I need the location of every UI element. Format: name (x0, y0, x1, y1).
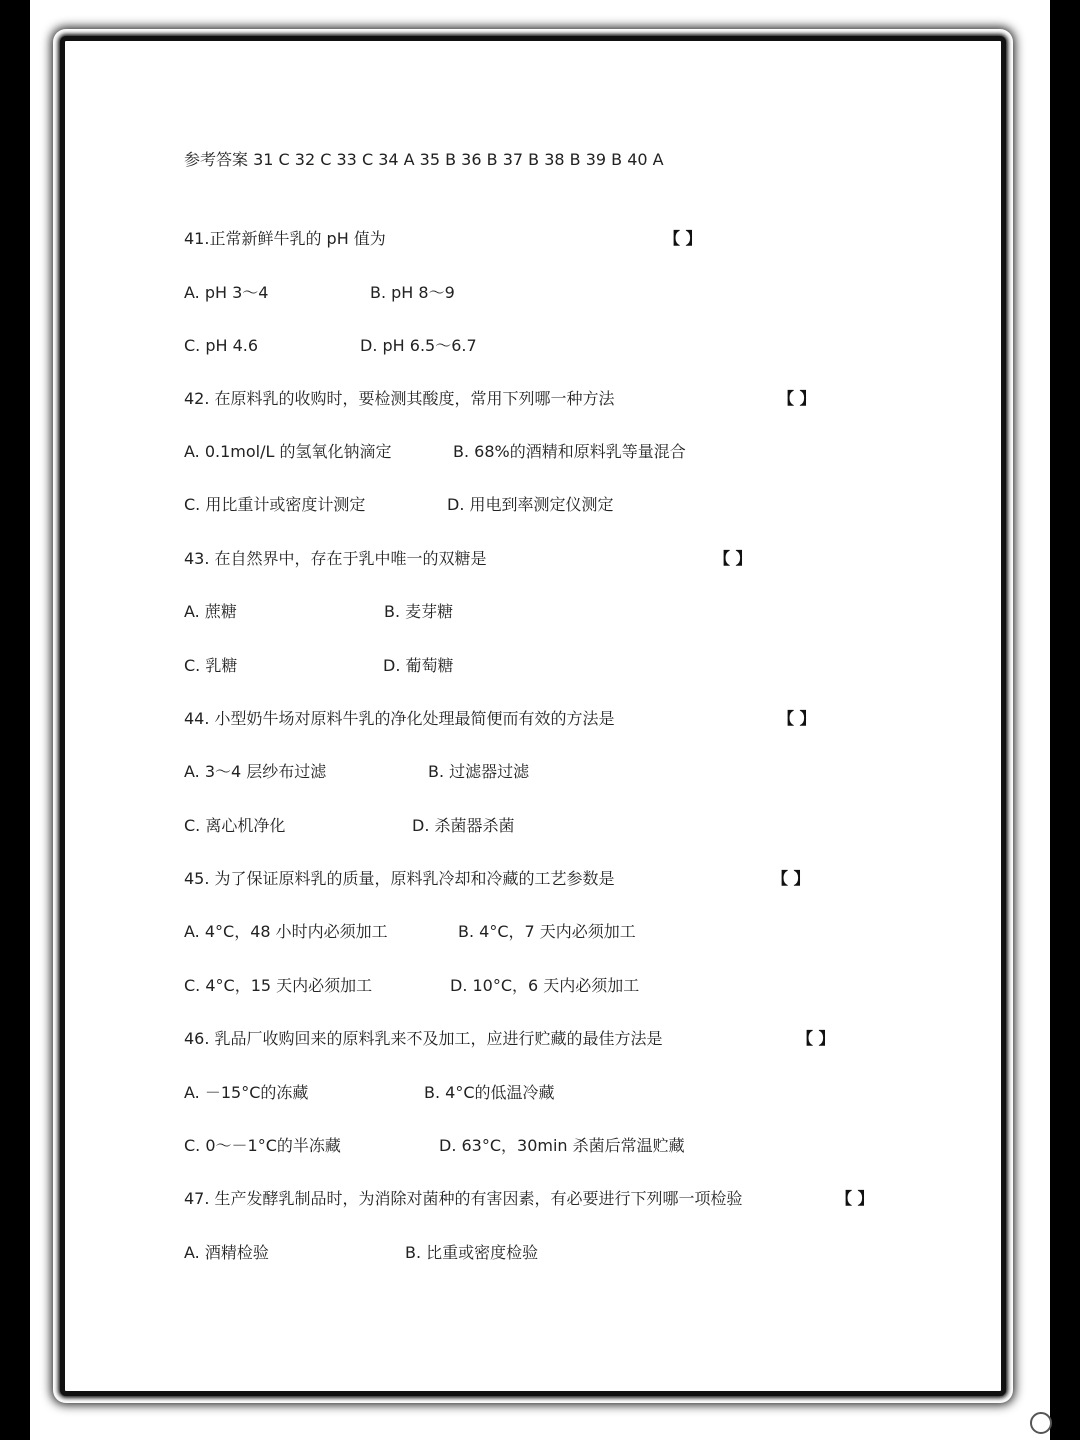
question-46-option-c: C. 0～－1°C的半冻藏 (184, 1136, 341, 1155)
question-42-option-b: B. 68%的酒精和原料乳等量混合 (453, 442, 686, 461)
question-41-answer-bracket: 【 】 (664, 229, 702, 248)
question-43-answer-bracket: 【 】 (714, 549, 752, 568)
watermark-icon (1030, 1412, 1052, 1434)
question-47-option-a: A. 酒精检验 (184, 1243, 269, 1262)
question-41-option-c: C. pH 4.6 (184, 336, 259, 355)
question-41-option-a: A. pH 3～4 (184, 283, 269, 302)
question-46-stem: 46. 乳品厂收购回来的原料乳来不及加工，应进行贮藏的最佳方法是 (184, 1029, 663, 1048)
question-44-answer-bracket: 【 】 (778, 709, 816, 728)
answer-key: 参考答案 31 C 32 C 33 C 34 A 35 B 36 B 37 B 38 B 39 B 40 A (184, 150, 664, 169)
question-43-option-a: A. 蔗糖 (184, 602, 237, 621)
question-42-answer-bracket: 【 】 (778, 389, 816, 408)
question-44-option-d: D. 杀菌器杀菌 (412, 816, 515, 835)
question-41-stem: 41.正常新鲜牛乳的 pH 值为 (184, 229, 386, 248)
question-41-option-d: D. pH 6.5～6.7 (360, 336, 477, 355)
question-44-option-c: C. 离心机净化 (184, 816, 286, 835)
question-43-option-b: B. 麦芽糖 (384, 602, 454, 621)
question-47-answer-bracket: 【 】 (836, 1189, 874, 1208)
question-46-option-a: A. －15°C的冻藏 (184, 1083, 309, 1102)
question-42-option-a: A. 0.1mol/L 的氢氧化钠滴定 (184, 442, 392, 461)
question-45-option-a: A. 4°C，48 小时内必须加工 (184, 922, 388, 941)
question-41-option-b: B. pH 8～9 (370, 283, 455, 302)
question-47-option-b: B. 比重或密度检验 (405, 1243, 539, 1262)
question-43-stem: 43. 在自然界中，存在于乳中唯一的双糖是 (184, 549, 487, 568)
question-46-option-b: B. 4°C的低温冷藏 (424, 1083, 555, 1102)
question-42-option-c: C. 用比重计或密度计测定 (184, 495, 366, 514)
question-42-option-d: D. 用电到率测定仪测定 (447, 495, 614, 514)
question-43-option-c: C. 乳糖 (184, 656, 238, 675)
question-45-option-b: B. 4°C，7 天内必须加工 (458, 922, 636, 941)
question-45-option-d: D. 10°C，6 天内必须加工 (450, 976, 640, 995)
question-45-answer-bracket: 【 】 (772, 869, 810, 888)
question-42-stem: 42. 在原料乳的收购时，要检测其酸度，常用下列哪一种方法 (184, 389, 615, 408)
question-44-option-b: B. 过滤器过滤 (428, 762, 530, 781)
question-43-option-d: D. 葡萄糖 (383, 656, 454, 675)
question-47-stem: 47. 生产发酵乳制品时，为消除对菌种的有害因素，有必要进行下列哪一项检验 (184, 1189, 743, 1208)
question-46-answer-bracket: 【 】 (797, 1029, 835, 1048)
question-44-stem: 44. 小型奶牛场对原料牛乳的净化处理最简便而有效的方法是 (184, 709, 615, 728)
question-44-option-a: A. 3～4 层纱布过滤 (184, 762, 327, 781)
question-46-option-d: D. 63°C，30min 杀菌后常温贮藏 (439, 1136, 685, 1155)
question-45-option-c: C. 4°C，15 天内必须加工 (184, 976, 373, 995)
question-45-stem: 45. 为了保证原料乳的质量，原料乳冷却和冷藏的工艺参数是 (184, 869, 615, 888)
